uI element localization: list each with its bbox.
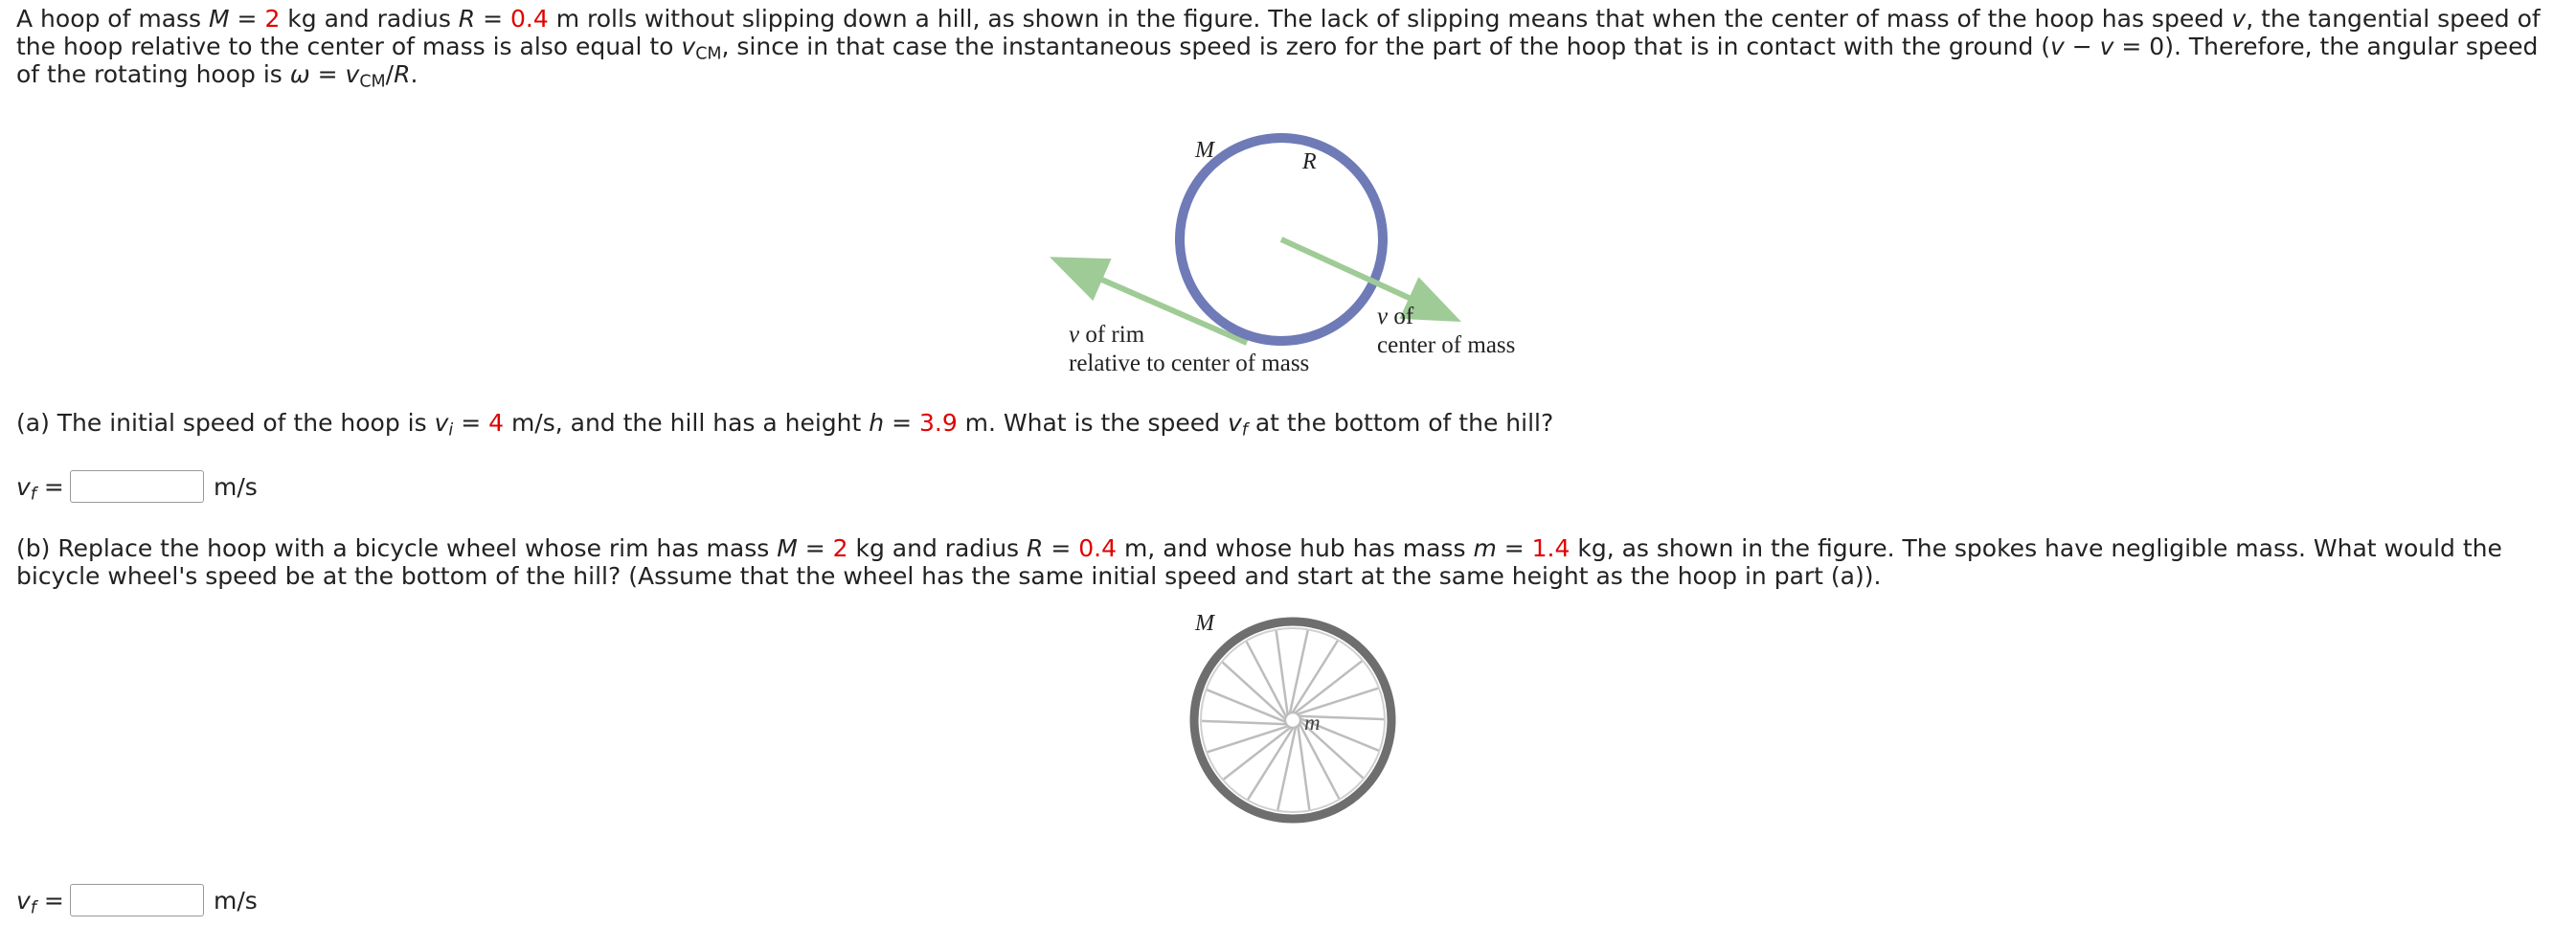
- subscript-cm: CM: [695, 44, 722, 64]
- minus-sign: −: [2064, 33, 2100, 60]
- cm-velocity-arrow: [1281, 239, 1451, 317]
- part-a-text: (a) The initial speed of the hoop is: [16, 409, 435, 437]
- wheel-figure: [1178, 608, 1408, 833]
- equals-sign: =: [1043, 534, 1079, 562]
- label-M: M: [1195, 138, 1214, 163]
- var-v: v: [2050, 33, 2065, 60]
- problem-intro: [16, 5, 2564, 92]
- subscript-f: f: [1241, 420, 1248, 441]
- part-a-answer-input[interactable]: [70, 470, 204, 503]
- wheel-spoke: [1222, 662, 1285, 719]
- part-b-text: kg and radius: [847, 534, 1028, 562]
- part-b-unit: m/s: [214, 886, 258, 915]
- equals-sign: =: [797, 534, 833, 562]
- part-b-answer-input[interactable]: [70, 884, 204, 916]
- rim-velocity-label-line2: relative to center of mass: [1069, 350, 1310, 376]
- var-R: R: [1027, 534, 1044, 562]
- var-v: v: [434, 409, 449, 437]
- part-b-answer-row: [16, 881, 258, 919]
- intro-text: kg and radius: [280, 5, 459, 33]
- part-a-answer-label: $v_f$ =: [16, 472, 64, 504]
- slash: /: [385, 60, 395, 88]
- part-b-text: kg, as shown in the figure. The spokes have negligible mass. What would the bicycle wheel's speed be at the bottom of the hill? (Assume that the wheel has the same initial speed and start at the same height as the hoop in part (a)).: [16, 534, 2502, 590]
- period: .: [410, 60, 418, 88]
- part-a-answer-row: [16, 467, 258, 506]
- var-v: v: [681, 33, 696, 60]
- part-a-text: m. What is the speed: [957, 409, 1228, 437]
- part-b-text: m, and whose hub has mass: [1117, 534, 1474, 562]
- var-R: R: [458, 5, 476, 33]
- intro-text: , since in that case the instantaneous speed is zero for the part of the hoop that is in contact with the ground (: [721, 33, 2051, 60]
- equals-sign: =: [229, 5, 265, 33]
- intro-text: A hoop of mass: [16, 5, 210, 33]
- cm-velocity-label-line1: v of: [1377, 304, 1414, 329]
- intro-text: = 0). Therefore, the angular speed of the rotating hoop is: [16, 33, 2539, 88]
- cm-velocity-label-line2: center of mass: [1377, 332, 1516, 358]
- var-omega: ω: [289, 60, 310, 88]
- intro-text: , the tangential speed of the hoop relative to the center of mass is also equal to: [16, 5, 2541, 60]
- initial-speed-value: 4: [488, 409, 504, 437]
- part-a-text: m/s, and the hill has a height: [504, 409, 870, 437]
- subscript-cm: CM: [359, 72, 386, 92]
- rim-mass-value: 2: [832, 534, 848, 562]
- equals-sign: =: [309, 60, 346, 88]
- radius-value: 0.4: [510, 5, 549, 33]
- label-M: M: [1195, 611, 1214, 636]
- var-M: M: [209, 5, 230, 33]
- part-b-text: (b) Replace the hoop with a bicycle wheel whose rim has mass: [16, 534, 778, 562]
- height-value: 3.9: [918, 409, 958, 437]
- hoop-figure: [1044, 120, 1570, 383]
- mass-value: 2: [264, 5, 281, 33]
- part-b-answer-label: $v_f$ =: [16, 886, 64, 917]
- part-a-unit: m/s: [214, 472, 258, 501]
- subscript-i: i: [448, 420, 454, 441]
- var-v: v: [1227, 409, 1242, 437]
- wheel-spoke: [1201, 721, 1286, 724]
- var-v: v: [2099, 33, 2114, 60]
- wheel-spoke: [1293, 640, 1339, 712]
- equals-sign: =: [475, 5, 511, 33]
- wheel-spoke: [1248, 728, 1294, 801]
- intro-text: m rolls without slipping down a hill, as shown in the figure. The lack of slipping means that when the center of mass of the hoop has speed: [548, 5, 2232, 33]
- wheel-hub: [1285, 712, 1300, 728]
- label-R: R: [1302, 149, 1317, 174]
- equals-sign: =: [884, 409, 919, 437]
- var-R: R: [394, 60, 411, 88]
- part-a-text: at the bottom of the hill?: [1247, 409, 1554, 437]
- part-b-question: [16, 534, 2564, 590]
- radius-value: 0.4: [1078, 534, 1117, 562]
- var-h: h: [869, 409, 885, 437]
- part-a-question: [16, 409, 2564, 441]
- var-m: m: [1473, 534, 1497, 562]
- var-v: v: [2231, 5, 2247, 33]
- var-v: v: [345, 60, 360, 88]
- equals-sign: =: [1496, 534, 1532, 562]
- hub-mass-value: 1.4: [1531, 534, 1570, 562]
- rim-velocity-label-line1: v of rim: [1069, 322, 1145, 348]
- equals-sign: =: [453, 409, 489, 437]
- var-M: M: [777, 534, 798, 562]
- label-m: m: [1304, 711, 1321, 735]
